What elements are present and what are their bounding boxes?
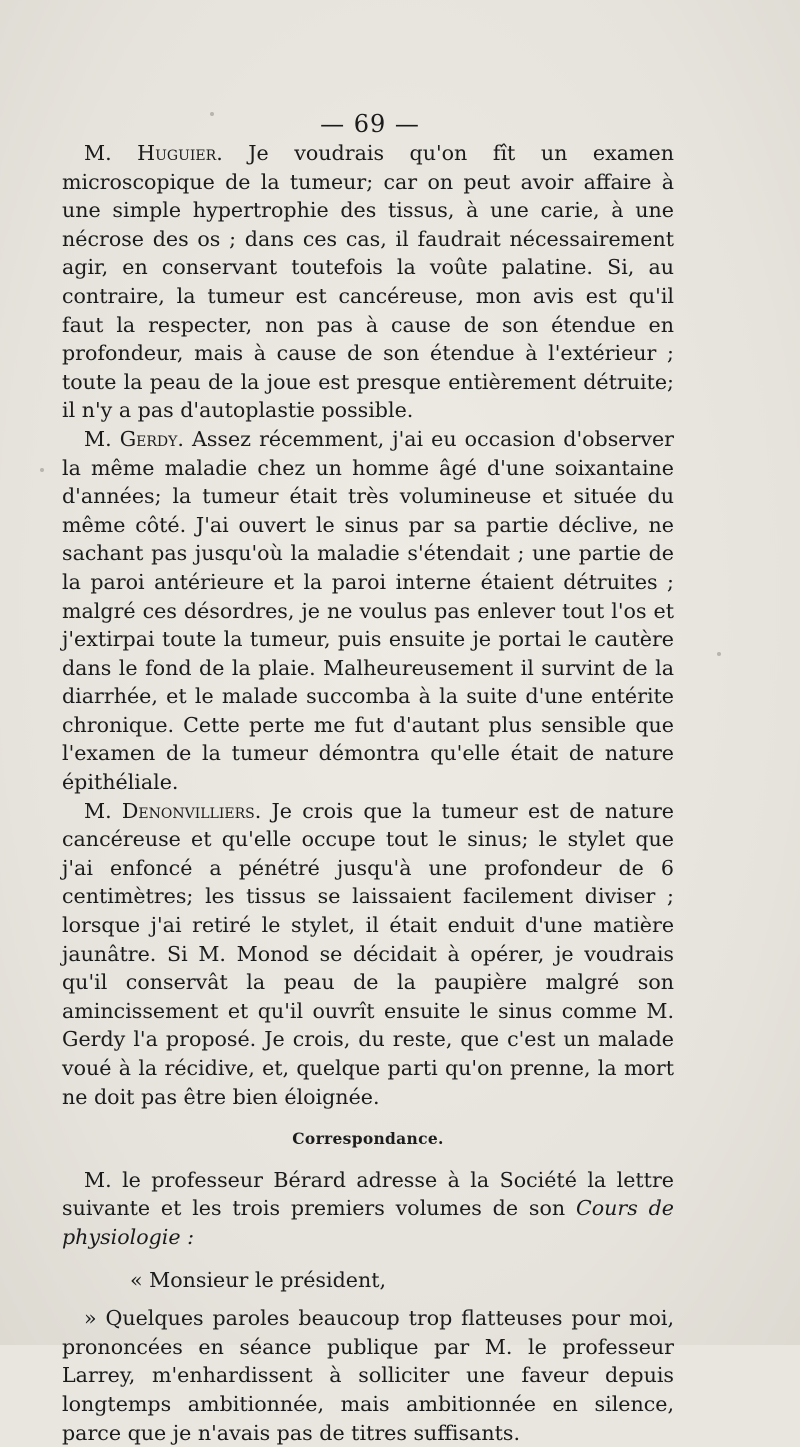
correspondence-intro: [62, 1166, 674, 1252]
speaker-name: M. Denonvilliers.: [84, 798, 262, 823]
paragraph-denonvilliers: [62, 797, 674, 1112]
page-number: — 69 —: [320, 110, 420, 138]
paper-speck: [40, 468, 44, 472]
paragraph-huguier: [62, 139, 674, 425]
body-text: [62, 139, 674, 1447]
speaker-name: M. Gerdy.: [84, 426, 184, 451]
section-heading: Correspondance.: [292, 1129, 444, 1149]
intro-text: M. le professeur Bérard adresse à la Société la lettre suivante et les trois premiers volumes de son: [62, 1167, 674, 1221]
paragraph-gerdy: [62, 425, 674, 797]
paper-speck: [717, 652, 721, 656]
paragraph-text: Je voudrais qu'on fît un examen microscopique de la tumeur; car on peut avoir affaire à une simple hypertrophie des tissus, à une carie, à une nécrose des os ; dans ces cas, il faudrait nécessairement agir, en conservant toutefois la voûte palatine. Si, au contraire, la tumeur est cancéreuse, mon avis est qu'il faut la respecter, non pas à cause de son étendue en profondeur, mais à cause de son étendue à l'extérieur ; toute la peau de la joue est presque entièrement détruite; il n'y a pas d'autoplastie possible.: [62, 141, 674, 423]
book-title: Cours de physiologie :: [62, 1196, 674, 1249]
letter-paragraph: » Quelques paroles beaucoup trop flatteuses pour moi, prononcées en séance publique par M. le professeur Larrey, m'enhardissent à solliciter une faveur depuis longtemps ambitionnée, mais ambitionnée en silence, parce que je n'avais pas de titres suffisants.: [62, 1306, 674, 1445]
paragraph-text: Assez récemment, j'ai eu occasion d'observer la même maladie chez un homme âgé d'une soixantaine d'années; la tumeur était très volumineuse et située du même côté. J'ai ouvert le sinus par sa partie déclive, ne sachant pas jusqu'où la maladie s'étendait ; une partie de la paroi antérieure et la paroi interne étaient détruites ; malgré ces désordres, je ne voulus pas enlever tout l'os et j'extirpai toute la tumeur, puis ensuite je portai le cautère dans le fond de la plaie. Malheureusement il survint de la diarrhée, et le malade succomba à la suite d'une entérite chronique. Cette perte me fut d'autant plus sensible que l'examen de la tumeur démontra qu'elle était de nature épithéliale.: [62, 426, 674, 795]
letter-salutation: « Monsieur le président,: [130, 1267, 387, 1292]
paragraph-text: Je crois que la tumeur est de nature cancéreuse et qu'elle occupe tout le sinus; le stylet que j'ai enfoncé a pénétré jusqu'à une profondeur de 6 centimètres; les tissus se laissaient facilement diviser ; lorsque j'ai retiré le stylet, il était enduit d'une matière jaunâtre. Si M. Monod se décidait à opérer, je voudrais qu'il conservât la peau de la paupière malgré son amincissement et qu'il ouvrît ensuite le sinus comme M. Gerdy l'a proposé. Je crois, du reste, que c'est un malade voué à la récidive, et, quelque parti qu'on prenne, la mort ne doit pas être bien éloignée.: [62, 798, 674, 1109]
speaker-name: M. Huguier.: [84, 141, 223, 165]
